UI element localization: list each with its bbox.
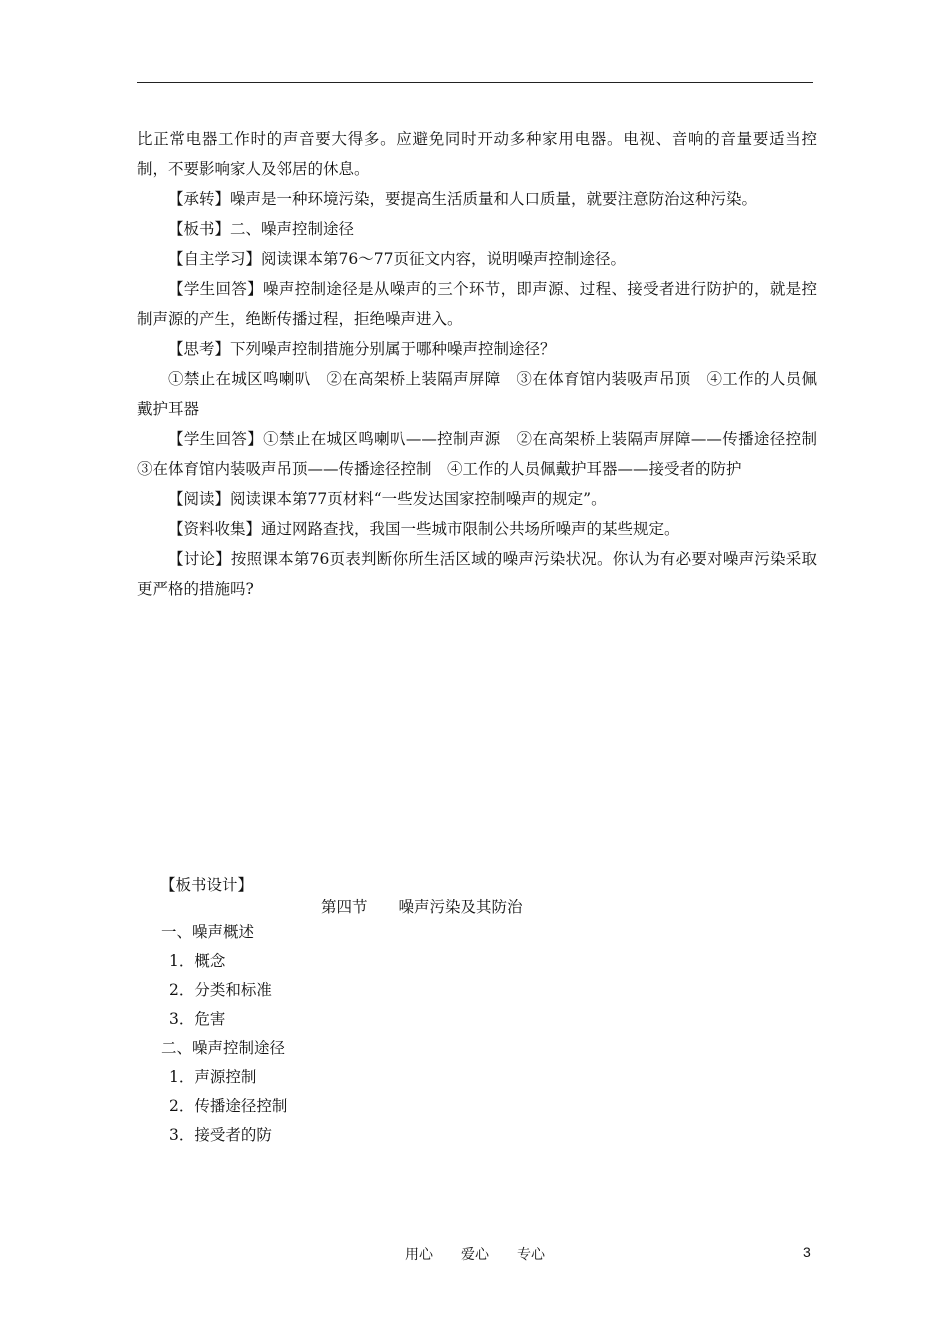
outline-heading: 一、噪声概述 [161, 923, 255, 941]
paragraph: 【自主学习】阅读课本第76～77页征文内容，说明噪声控制途径。 [168, 250, 626, 268]
outline-heading: 二、噪声控制途径 [161, 1039, 286, 1057]
paragraph: 比正常电器工作时的声音要大得多。应避免同时开动多种家用电器。电视、音响的音量要适当控制，不要影响家人及邻居的休息。 [137, 130, 817, 178]
board-design-title: 第四节 噪声污染及其防治 [321, 898, 523, 916]
outline-item: 2．传播途径控制 [169, 1097, 288, 1115]
paragraph: ①禁止在城区鸣喇叭 ②在高架桥上装隔声屏障 ③在体育馆内装吸声吊顶 ④工作的人员佩戴护耳器 [137, 370, 817, 418]
paragraph: 【学生回答】①禁止在城区鸣喇叭——控制声源 ②在高架桥上装隔声屏障——传播途径控制 ③在体育馆内装吸声吊顶——传播途径控制 ④工作的人员佩戴护耳器——接受者的防护 [137, 430, 833, 478]
paragraph: 【资料收集】通过网路查找，我国一些城市限制公共场所噪声的某些规定。 [168, 520, 680, 538]
board-design-label: 【板书设计】 [160, 876, 254, 894]
paragraph: 【板书】二、噪声控制途径 [168, 220, 355, 238]
footer-motto: 用心 爱心 专心 [405, 1247, 545, 1263]
header-rule [137, 82, 813, 83]
paragraph: 【讨论】按照课本第76页表判断你所生活区域的噪声污染状况。你认为有必要对噪声污染采取更严格的措施吗? [137, 550, 817, 598]
paragraph: 【阅读】阅读课本第77页材料“一些发达国家控制噪声的规定”。 [168, 490, 607, 508]
paragraph: 【承转】噪声是一种环境污染，要提高生活质量和人口质量，就要注意防治这种污染。 [168, 190, 758, 208]
outline-item: 1．声源控制 [169, 1068, 257, 1086]
body-text [137, 124, 833, 604]
paragraph: 【学生回答】噪声控制途径是从噪声的三个环节，即声源、过程、接受者进行防护的，就是控制声源的产生，绝断传播过程，拒绝噪声进入。 [137, 280, 817, 328]
page-number: 3 [803, 1244, 811, 1260]
outline-item: 1．概念 [169, 952, 226, 970]
outline-item: 3．危害 [169, 1010, 226, 1028]
paragraph: 【思考】下列噪声控制措施分别属于哪种噪声控制途径？ [168, 340, 556, 358]
outline-item: 2．分类和标准 [169, 981, 272, 999]
outline-item: 3．接受者的防 [169, 1126, 272, 1144]
